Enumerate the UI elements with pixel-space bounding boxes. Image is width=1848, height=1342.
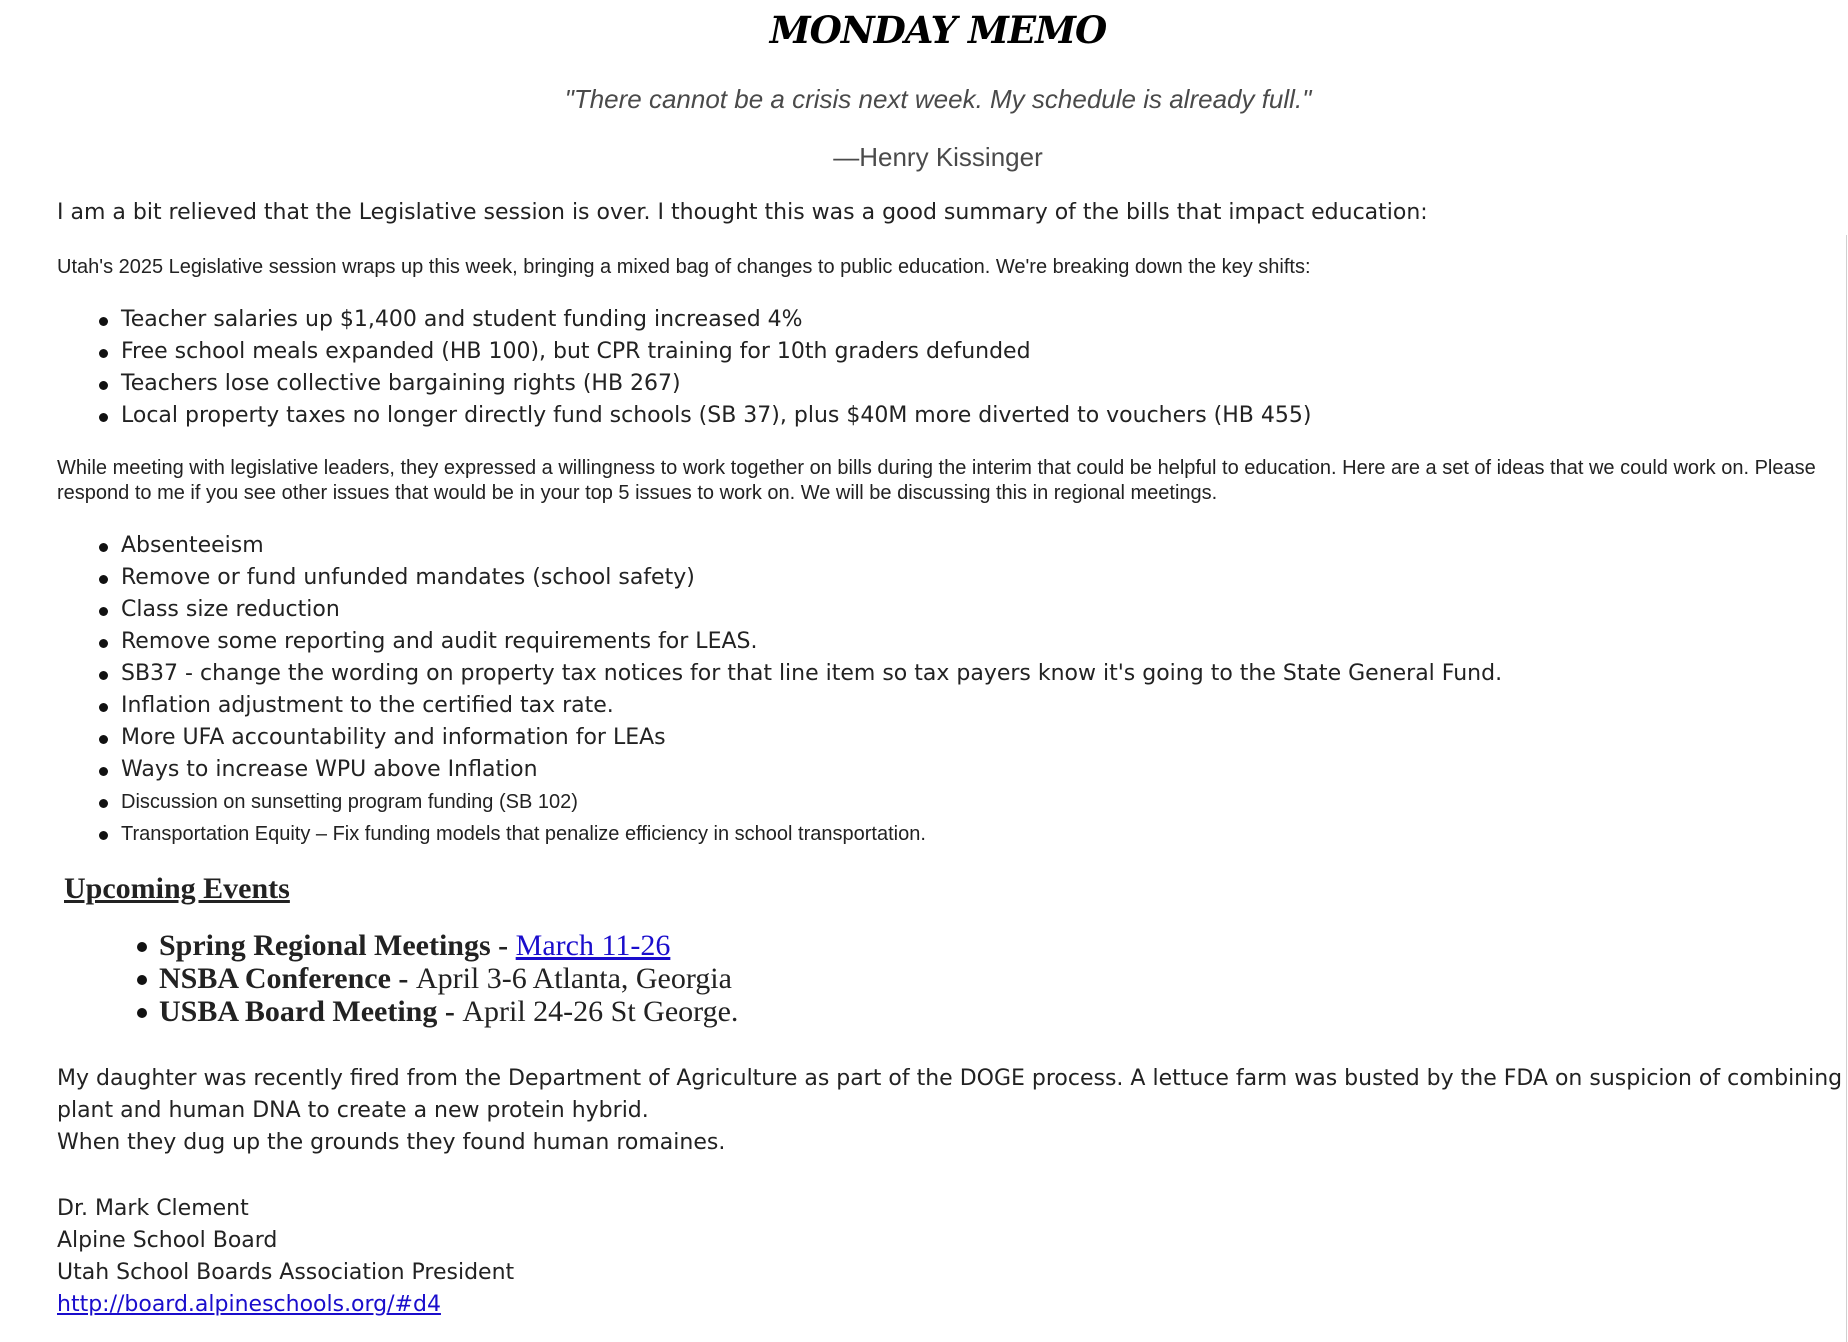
list-item: Absenteeism xyxy=(57,530,1502,562)
list-item: Inflation adjustment to the certified tax rate. xyxy=(57,690,1502,722)
signer-board: Alpine School Board xyxy=(57,1228,278,1253)
closing-line: When they dug up the grounds they found human romaines. xyxy=(57,1130,726,1155)
event-name: USBA Board Meeting - xyxy=(159,995,463,1028)
ideas-list xyxy=(57,530,1502,850)
closing-joke xyxy=(57,1063,1847,1159)
list-item: More UFA accountability and information for LEAs xyxy=(57,722,1502,754)
list-item: Teachers lose collective bargaining rights (HB 267) xyxy=(57,368,1311,400)
opening-quote: "There cannot be a crisis next week. My schedule is already full." xyxy=(564,84,1312,114)
list-item: Remove some reporting and audit requirements for LEAS. xyxy=(57,626,1502,658)
page-edge-divider xyxy=(1846,235,1847,1342)
upcoming-events-heading: Upcoming Events xyxy=(64,872,290,905)
list-item: Free school meals expanded (HB 100), but CPR training for 10th graders defunded xyxy=(57,336,1311,368)
event-name: NSBA Conference - xyxy=(159,962,416,995)
event-detail: April 3-6 Atlanta, Georgia xyxy=(415,962,732,995)
list-item: Transportation Equity – Fix funding models that penalize efficiency in school transportation. xyxy=(57,818,1502,850)
signer-title: Utah School Boards Association President xyxy=(57,1260,515,1285)
list-item: Ways to increase WPU above Inflation xyxy=(57,754,1502,786)
session-summary-text: Utah's 2025 Legislative session wraps up this week, bringing a mixed bag of changes to public education. We're breaking down the key shifts: xyxy=(57,256,1311,278)
intro-paragraph: I am a bit relieved that the Legislative session is over. I thought this was a good summary of the bills that impact education: xyxy=(57,200,1428,225)
signer-name: Dr. Mark Clement xyxy=(57,1196,249,1221)
events-list xyxy=(57,929,738,1028)
session-changes-list xyxy=(57,304,1311,432)
list-item: Remove or fund unfunded mandates (school safety) xyxy=(57,562,1502,594)
list-item: SB37 - change the wording on property tax notices for that line item so tax payers know it's going to the State General Fund. xyxy=(57,658,1502,690)
event-item xyxy=(57,962,738,995)
list-item: Discussion on sunsetting program funding (SB 102) xyxy=(57,786,1502,818)
list-item: Local property taxes no longer directly fund schools (SB 37), plus $40M more diverted to vouchers (HB 455) xyxy=(57,400,1311,432)
list-item: Class size reduction xyxy=(57,594,1502,626)
event-item xyxy=(57,929,738,962)
event-name: Spring Regional Meetings - xyxy=(159,929,516,962)
signature-block xyxy=(57,1193,514,1321)
memo-title: MONDAY MEMO xyxy=(769,8,1107,52)
legislative-ideas-paragraph: While meeting with legislative leaders, they expressed a willingness to work together on bills during the interim that could be helpful to education. Here are a set of ideas that we could work on. Please respond to me if you see other issues that would be in your top 5 issues to work on. We will be discussing this in regional meetings. xyxy=(57,457,1816,504)
quote-author: —Henry Kissinger xyxy=(833,142,1043,172)
board-website-link[interactable]: http://board.alpineschools.org/#d4 xyxy=(57,1292,441,1317)
closing-line: My daughter was recently fired from the Department of Agriculture as part of the DOGE process. A lettuce farm was busted by the FDA on suspicion of combining plant and human DNA to create a new protein hybrid. xyxy=(57,1066,1843,1123)
event-item xyxy=(57,995,738,1028)
event-date-link[interactable]: March 11-26 xyxy=(515,929,671,962)
list-item: Teacher salaries up $1,400 and student funding increased 4% xyxy=(57,304,1311,336)
event-detail: April 24-26 St George. xyxy=(462,995,739,1028)
